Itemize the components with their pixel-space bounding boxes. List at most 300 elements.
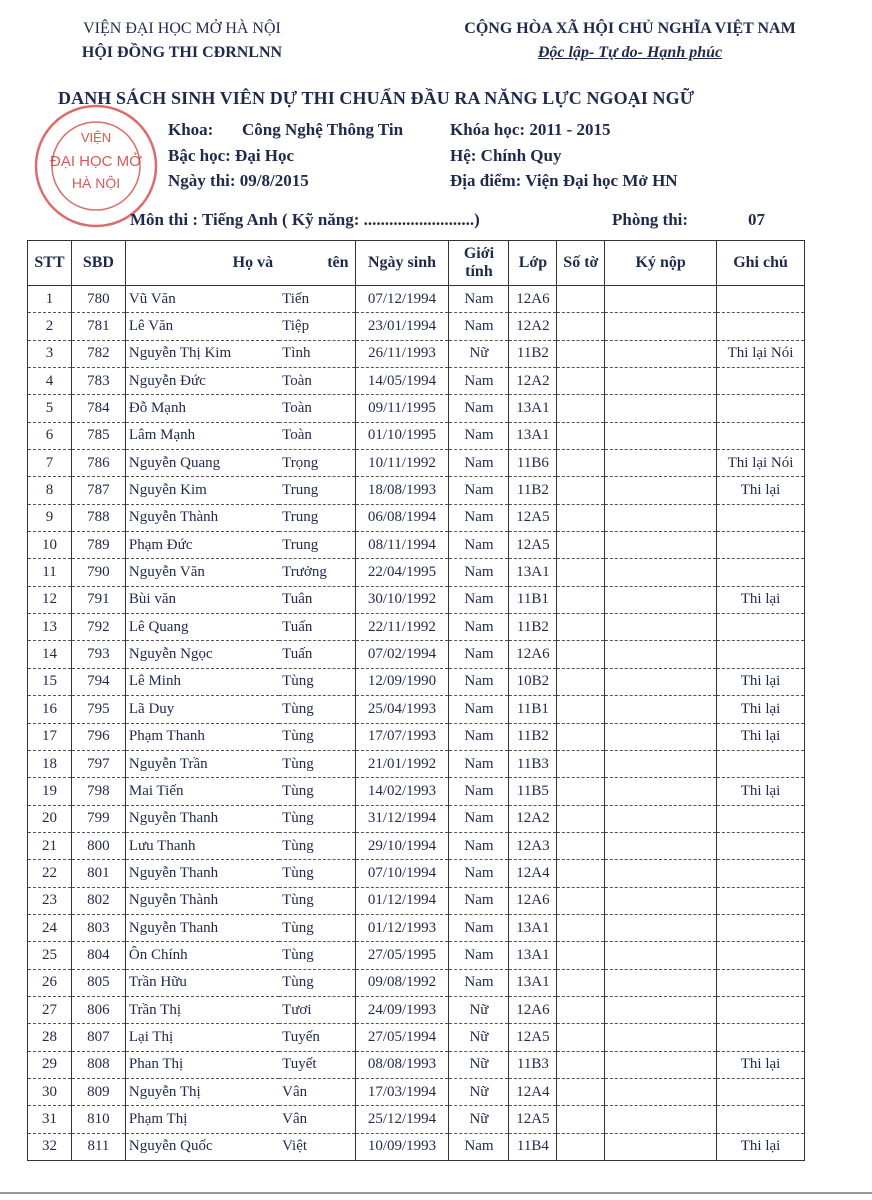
cell-sheets — [557, 586, 605, 613]
cell-signature — [605, 668, 717, 695]
cell-sheets — [557, 805, 605, 832]
table-row — [28, 504, 805, 531]
cell-class: 12A6 — [509, 641, 557, 668]
cell-class: 13A1 — [509, 395, 557, 422]
cell-gender: Nữ — [449, 1106, 509, 1133]
header-gender: Giới tính — [449, 241, 509, 286]
cell-stt: 32 — [28, 1133, 72, 1160]
cell-notes: Thi lại — [717, 1051, 805, 1078]
cell-signature — [605, 914, 717, 941]
cell-surname: Nguyễn Kim — [125, 477, 279, 504]
cell-stt: 31 — [28, 1106, 72, 1133]
cell-class: 11B3 — [509, 1051, 557, 1078]
cell-sbd: 798 — [71, 778, 125, 805]
motto: Độc lập- Tự do- Hạnh phúc — [537, 44, 723, 61]
cell-sheets — [557, 559, 605, 586]
cell-class: 11B1 — [509, 586, 557, 613]
cell-sheets — [557, 477, 605, 504]
cell-sbd: 791 — [71, 586, 125, 613]
cell-given-name: Toàn — [279, 368, 355, 395]
cell-notes: Thi lại — [717, 696, 805, 723]
cell-sbd: 787 — [71, 477, 125, 504]
cell-surname: Vũ Văn — [125, 286, 279, 313]
table-row — [28, 340, 805, 367]
cell-surname: Nguyễn Đức — [125, 368, 279, 395]
cell-dob: 27/05/1995 — [355, 942, 449, 969]
cell-sbd: 807 — [71, 1024, 125, 1051]
cell-notes — [717, 1024, 805, 1051]
cell-notes: Thi lại Nói — [717, 450, 805, 477]
cell-sheets — [557, 996, 605, 1023]
cell-sbd: 792 — [71, 614, 125, 641]
cell-stt: 13 — [28, 614, 72, 641]
table-header-row — [28, 241, 805, 286]
cell-dob: 26/11/1993 — [355, 340, 449, 367]
cell-stt: 8 — [28, 477, 72, 504]
cell-sheets — [557, 860, 605, 887]
header-ho: Họ và — [125, 241, 279, 286]
cell-sbd: 797 — [71, 750, 125, 777]
cell-dob: 06/08/1994 — [355, 504, 449, 531]
institution-name: VIỆN ĐẠI HỌC MỞ HÀ NỘI — [83, 20, 281, 37]
cell-gender: Nam — [449, 477, 509, 504]
cell-dob: 29/10/1994 — [355, 832, 449, 859]
exam-subject: Môn thi : Tiếng Anh ( Kỹ năng: ..........................) — [130, 210, 480, 229]
cell-gender: Nam — [449, 368, 509, 395]
header-sheets: Số tờ — [557, 241, 605, 286]
cell-dob: 09/08/1992 — [355, 969, 449, 996]
cell-gender: Nam — [449, 750, 509, 777]
cell-class: 11B1 — [509, 696, 557, 723]
cell-stt: 17 — [28, 723, 72, 750]
cell-dob: 07/02/1994 — [355, 641, 449, 668]
cell-stt: 6 — [28, 422, 72, 449]
cell-surname: Trần Thị — [125, 996, 279, 1023]
table-row — [28, 286, 805, 313]
cell-given-name: Tiến — [279, 286, 355, 313]
cell-dob: 21/01/1992 — [355, 750, 449, 777]
cell-sbd: 780 — [71, 286, 125, 313]
cell-notes — [717, 1078, 805, 1105]
cell-signature — [605, 723, 717, 750]
cell-class: 10B2 — [509, 668, 557, 695]
cell-surname: Ôn Chính — [125, 942, 279, 969]
cell-dob: 14/02/1993 — [355, 778, 449, 805]
cell-sbd: 784 — [71, 395, 125, 422]
cell-surname: Phạm Thanh — [125, 723, 279, 750]
cell-dob: 27/05/1994 — [355, 1024, 449, 1051]
cell-class: 12A3 — [509, 832, 557, 859]
cell-sheets — [557, 887, 605, 914]
cell-signature — [605, 368, 717, 395]
cell-signature — [605, 1078, 717, 1105]
cell-surname: Nguyễn Trần — [125, 750, 279, 777]
cell-sheets — [557, 696, 605, 723]
cell-sbd: 799 — [71, 805, 125, 832]
cell-sbd: 788 — [71, 504, 125, 531]
table-row — [28, 996, 805, 1023]
cell-class: 11B4 — [509, 1133, 557, 1160]
cell-gender: Nam — [449, 559, 509, 586]
cell-dob: 10/09/1993 — [355, 1133, 449, 1160]
cell-class: 12A5 — [509, 532, 557, 559]
cell-given-name: Tùng — [279, 723, 355, 750]
cell-surname: Mai Tiến — [125, 778, 279, 805]
cell-surname: Lâm Mạnh — [125, 422, 279, 449]
cell-given-name: Trung — [279, 477, 355, 504]
cell-stt: 12 — [28, 586, 72, 613]
cell-sbd: 801 — [71, 860, 125, 887]
cell-notes — [717, 942, 805, 969]
cell-dob: 22/04/1995 — [355, 559, 449, 586]
table-row — [28, 942, 805, 969]
cell-gender: Nữ — [449, 1051, 509, 1078]
cell-class: 12A2 — [509, 313, 557, 340]
cell-given-name: Toàn — [279, 422, 355, 449]
cell-sbd: 789 — [71, 532, 125, 559]
cell-given-name: Tình — [279, 340, 355, 367]
cell-sheets — [557, 942, 605, 969]
cell-dob: 07/12/1994 — [355, 286, 449, 313]
cell-signature — [605, 696, 717, 723]
faculty-label: Khoa: — [168, 120, 214, 139]
cell-surname: Nguyễn Quốc — [125, 1133, 279, 1160]
cell-sbd: 810 — [71, 1106, 125, 1133]
cell-sheets — [557, 750, 605, 777]
cell-class: 11B5 — [509, 778, 557, 805]
cell-class: 13A1 — [509, 914, 557, 941]
cell-stt: 5 — [28, 395, 72, 422]
table-row — [28, 586, 805, 613]
study-system: Hệ: Chính Quy — [450, 146, 562, 165]
cell-sbd: 790 — [71, 559, 125, 586]
cell-gender: Nam — [449, 532, 509, 559]
cell-given-name: Tùng — [279, 887, 355, 914]
cell-sheets — [557, 832, 605, 859]
cell-dob: 01/10/1995 — [355, 422, 449, 449]
cell-surname: Nguyễn Thanh — [125, 914, 279, 941]
cell-gender: Nam — [449, 313, 509, 340]
cell-signature — [605, 1133, 717, 1160]
cell-gender: Nam — [449, 614, 509, 641]
cell-stt: 22 — [28, 860, 72, 887]
cell-sbd: 804 — [71, 942, 125, 969]
cell-surname: Nguyễn Thành — [125, 887, 279, 914]
cell-class: 12A6 — [509, 286, 557, 313]
cell-given-name: Vân — [279, 1106, 355, 1133]
cell-given-name: Tùng — [279, 778, 355, 805]
cell-dob: 12/09/1990 — [355, 668, 449, 695]
cell-surname: Nguyễn Ngọc — [125, 641, 279, 668]
cell-surname: Phạm Thị — [125, 1106, 279, 1133]
cell-class: 13A1 — [509, 422, 557, 449]
cell-class: 13A1 — [509, 942, 557, 969]
cell-notes — [717, 395, 805, 422]
cell-notes — [717, 286, 805, 313]
header-sbd: SBD — [71, 241, 125, 286]
cell-notes — [717, 504, 805, 531]
header-dob: Ngày sinh — [355, 241, 449, 286]
cell-signature — [605, 1106, 717, 1133]
cell-signature — [605, 860, 717, 887]
student-list-table — [27, 240, 805, 1161]
cell-class: 11B3 — [509, 750, 557, 777]
cell-notes: Thi lại — [717, 477, 805, 504]
cell-gender: Nam — [449, 832, 509, 859]
cell-notes — [717, 860, 805, 887]
cell-gender: Nam — [449, 723, 509, 750]
cell-signature — [605, 559, 717, 586]
cell-sheets — [557, 614, 605, 641]
cell-class: 12A4 — [509, 860, 557, 887]
cell-given-name: Tuyến — [279, 1024, 355, 1051]
cell-dob: 31/12/1994 — [355, 805, 449, 832]
cell-given-name: Trưởng — [279, 559, 355, 586]
stamp-line3: HÀ NỘI — [71, 175, 121, 191]
cell-sheets — [557, 1106, 605, 1133]
cell-class: 12A5 — [509, 1024, 557, 1051]
course-years: Khóa học: 2011 - 2015 — [450, 120, 611, 139]
cell-given-name: Tiệp — [279, 313, 355, 340]
cell-sheets — [557, 422, 605, 449]
cell-signature — [605, 286, 717, 313]
table-row — [28, 641, 805, 668]
cell-class: 12A6 — [509, 887, 557, 914]
cell-given-name: Tùng — [279, 969, 355, 996]
cell-gender: Nam — [449, 969, 509, 996]
cell-notes — [717, 641, 805, 668]
cell-gender: Nữ — [449, 1078, 509, 1105]
cell-signature — [605, 942, 717, 969]
cell-stt: 24 — [28, 914, 72, 941]
cell-gender: Nam — [449, 395, 509, 422]
table-row — [28, 368, 805, 395]
cell-sheets — [557, 668, 605, 695]
cell-sbd: 785 — [71, 422, 125, 449]
cell-dob: 08/08/1993 — [355, 1051, 449, 1078]
cell-notes — [717, 969, 805, 996]
cell-given-name: Việt — [279, 1133, 355, 1160]
cell-notes — [717, 750, 805, 777]
cell-class: 12A2 — [509, 368, 557, 395]
cell-stt: 4 — [28, 368, 72, 395]
cell-given-name: Trung — [279, 504, 355, 531]
cell-stt: 21 — [28, 832, 72, 859]
cell-dob: 24/09/1993 — [355, 996, 449, 1023]
cell-notes — [717, 422, 805, 449]
cell-gender: Nữ — [449, 996, 509, 1023]
cell-surname: Nguyễn Thành — [125, 504, 279, 531]
cell-sheets — [557, 532, 605, 559]
cell-given-name: Trọng — [279, 450, 355, 477]
table-row — [28, 313, 805, 340]
cell-notes: Thi lại — [717, 778, 805, 805]
cell-sbd: 806 — [71, 996, 125, 1023]
cell-surname: Lã Duy — [125, 696, 279, 723]
cell-stt: 23 — [28, 887, 72, 914]
cell-dob: 17/07/1993 — [355, 723, 449, 750]
table-row — [28, 1051, 805, 1078]
header-signature: Ký nộp — [605, 241, 717, 286]
cell-notes: Thi lại Nói — [717, 340, 805, 367]
header-ten: tên — [279, 241, 355, 286]
cell-sheets — [557, 450, 605, 477]
table-row — [28, 778, 805, 805]
table-row — [28, 832, 805, 859]
cell-stt: 26 — [28, 969, 72, 996]
exam-location: Địa điểm: Viện Đại học Mở HN — [450, 171, 678, 190]
cell-dob: 30/10/1992 — [355, 586, 449, 613]
cell-given-name: Tùng — [279, 914, 355, 941]
cell-given-name: Tuấn — [279, 614, 355, 641]
table-row — [28, 805, 805, 832]
cell-sbd: 808 — [71, 1051, 125, 1078]
cell-stt: 28 — [28, 1024, 72, 1051]
cell-given-name: Tùng — [279, 832, 355, 859]
cell-notes — [717, 1106, 805, 1133]
table-row — [28, 887, 805, 914]
cell-sbd: 809 — [71, 1078, 125, 1105]
cell-sheets — [557, 504, 605, 531]
cell-signature — [605, 832, 717, 859]
cell-sheets — [557, 1051, 605, 1078]
cell-stt: 1 — [28, 286, 72, 313]
table-row — [28, 395, 805, 422]
cell-signature — [605, 778, 717, 805]
cell-gender: Nam — [449, 914, 509, 941]
cell-gender: Nam — [449, 778, 509, 805]
cell-sheets — [557, 395, 605, 422]
cell-surname: Nguyễn Văn — [125, 559, 279, 586]
cell-notes: Thi lại — [717, 668, 805, 695]
cell-signature — [605, 340, 717, 367]
cell-stt: 27 — [28, 996, 72, 1023]
cell-dob: 25/12/1994 — [355, 1106, 449, 1133]
cell-given-name: Toàn — [279, 395, 355, 422]
stamp-line2: ĐẠI HỌC MỞ — [49, 153, 143, 170]
cell-sbd: 805 — [71, 969, 125, 996]
cell-class: 13A1 — [509, 969, 557, 996]
table-row — [28, 559, 805, 586]
cell-notes — [717, 996, 805, 1023]
cell-dob: 25/04/1993 — [355, 696, 449, 723]
table-row — [28, 532, 805, 559]
cell-stt: 16 — [28, 696, 72, 723]
cell-class: 12A4 — [509, 1078, 557, 1105]
cell-surname: Trần Hữu — [125, 969, 279, 996]
cell-given-name: Tùng — [279, 750, 355, 777]
cell-class: 11B2 — [509, 340, 557, 367]
education-level: Bậc học: Đại Học — [168, 146, 295, 165]
table-row — [28, 723, 805, 750]
stamp-line1: VIỆN — [80, 130, 112, 145]
table-row — [28, 696, 805, 723]
table-row — [28, 1133, 805, 1160]
cell-surname: Nguyễn Quang — [125, 450, 279, 477]
cell-signature — [605, 313, 717, 340]
table-row — [28, 422, 805, 449]
document-title: DANH SÁCH SINH VIÊN DỰ THI CHUẨN ĐẦU RA NĂNG LỰC NGOẠI NGỮ — [58, 88, 695, 108]
cell-gender: Nam — [449, 696, 509, 723]
room-value: 07 — [748, 210, 765, 229]
cell-class: 11B6 — [509, 450, 557, 477]
cell-signature — [605, 1051, 717, 1078]
cell-signature — [605, 450, 717, 477]
cell-given-name: Tuấn — [279, 641, 355, 668]
cell-notes — [717, 832, 805, 859]
cell-sheets — [557, 723, 605, 750]
cell-surname: Phan Thị — [125, 1051, 279, 1078]
cell-signature — [605, 1024, 717, 1051]
cell-sbd: 802 — [71, 887, 125, 914]
cell-surname: Lại Thị — [125, 1024, 279, 1051]
cell-class: 13A1 — [509, 559, 557, 586]
cell-gender: Nam — [449, 286, 509, 313]
cell-signature — [605, 887, 717, 914]
cell-gender: Nam — [449, 668, 509, 695]
cell-notes: Thi lại — [717, 723, 805, 750]
cell-dob: 08/11/1994 — [355, 532, 449, 559]
table-row — [28, 477, 805, 504]
cell-sbd: 783 — [71, 368, 125, 395]
cell-sheets — [557, 969, 605, 996]
cell-class: 12A6 — [509, 996, 557, 1023]
cell-given-name: Tùng — [279, 668, 355, 695]
cell-gender: Nữ — [449, 1024, 509, 1051]
cell-given-name: Tùng — [279, 860, 355, 887]
table-row — [28, 969, 805, 996]
room-label: Phòng thi: — [612, 210, 689, 229]
cell-sheets — [557, 1133, 605, 1160]
header-class: Lớp — [509, 241, 557, 286]
cell-gender: Nữ — [449, 340, 509, 367]
cell-stt: 2 — [28, 313, 72, 340]
cell-notes: Thi lại — [717, 1133, 805, 1160]
cell-surname: Nguyễn Thanh — [125, 805, 279, 832]
cell-gender: Nam — [449, 887, 509, 914]
cell-signature — [605, 614, 717, 641]
cell-sheets — [557, 368, 605, 395]
table-row — [28, 860, 805, 887]
cell-surname: Đỗ Mạnh — [125, 395, 279, 422]
table-row — [28, 1106, 805, 1133]
cell-surname: Nguyễn Thanh — [125, 860, 279, 887]
table-row — [28, 668, 805, 695]
table-row — [28, 914, 805, 941]
cell-dob: 14/05/1994 — [355, 368, 449, 395]
cell-signature — [605, 395, 717, 422]
cell-surname: Phạm Đức — [125, 532, 279, 559]
cell-surname: Nguyễn Thị — [125, 1078, 279, 1105]
cell-class: 11B2 — [509, 723, 557, 750]
cell-dob: 10/11/1992 — [355, 450, 449, 477]
cell-gender: Nam — [449, 805, 509, 832]
cell-given-name: Tùng — [279, 696, 355, 723]
cell-stt: 15 — [28, 668, 72, 695]
cell-sbd: 781 — [71, 313, 125, 340]
cell-gender: Nam — [449, 422, 509, 449]
cell-given-name: Tuyết — [279, 1051, 355, 1078]
cell-stt: 10 — [28, 532, 72, 559]
cell-sheets — [557, 340, 605, 367]
faculty-value: Công Nghệ Thông Tin — [242, 120, 404, 139]
cell-sbd: 811 — [71, 1133, 125, 1160]
cell-surname: Lê Văn — [125, 313, 279, 340]
cell-signature — [605, 532, 717, 559]
table-row — [28, 1024, 805, 1051]
cell-notes — [717, 313, 805, 340]
cell-signature — [605, 996, 717, 1023]
